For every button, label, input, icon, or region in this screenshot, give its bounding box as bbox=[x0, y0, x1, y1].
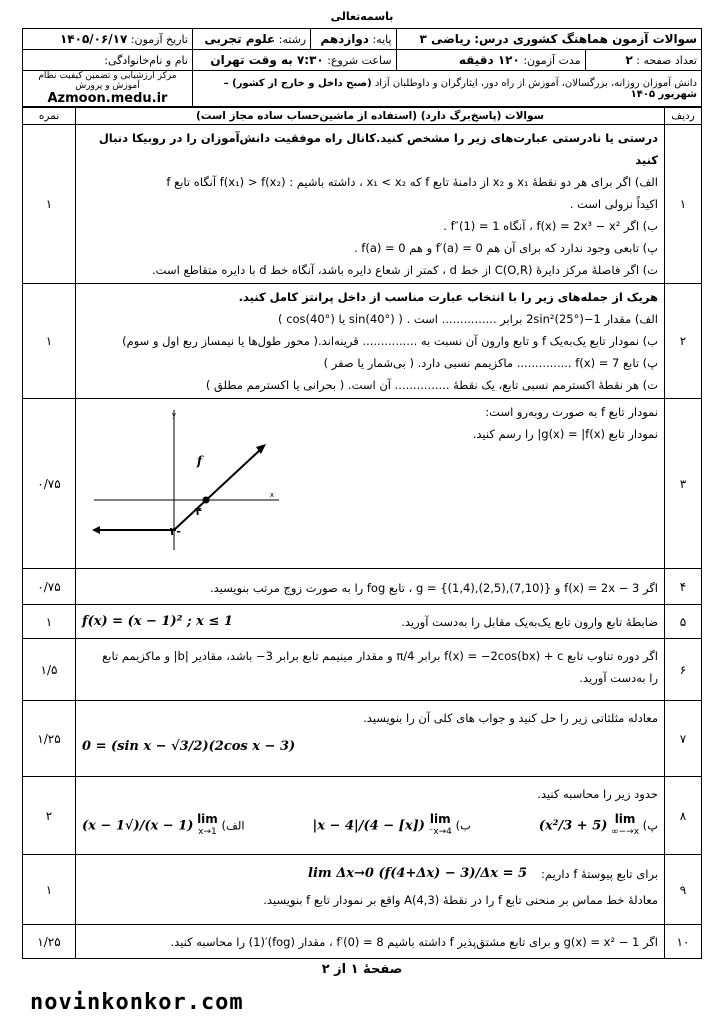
question-row-5 bbox=[23, 605, 702, 639]
question-line: الف) مقدار 1−2sin²(25°) برابر ............... است . ( sin(40°) یا cos(40°) ) bbox=[278, 312, 658, 326]
exam-page bbox=[22, 6, 702, 977]
question-row-3 bbox=[23, 399, 702, 569]
question-score: ۱ bbox=[23, 605, 76, 639]
question-body bbox=[76, 569, 665, 605]
question-row-7 bbox=[23, 701, 702, 777]
bismillah: باسمه‌تعالی bbox=[330, 10, 394, 23]
center-cell: مرکز ارزشیابی و تضمین کیفیت نظام آموزش و پرورش Azmoon.medu.ir bbox=[23, 71, 193, 107]
question-number: ۶ bbox=[665, 639, 702, 701]
question-score: ۱/۲۵ bbox=[23, 925, 76, 959]
question-line: معادلهٔ خط مماس بر منحنی تابع f را در نقطهٔ A(4,3) واقع بر نمودار تابع f بنویسید. bbox=[263, 893, 658, 907]
start-time-cell: ساعت شروع: ۷:۳۰ به وقت تهران bbox=[192, 50, 396, 71]
question-formula: lim Δx→0 (f(4+Δx) − 3)/Δx = 5 bbox=[308, 866, 528, 881]
student-name-cell: نام و نام‌خانوادگی: bbox=[23, 50, 193, 71]
question-row-8 bbox=[23, 777, 702, 855]
question-line: نمودار تابع f به صورت روبه‌رو است: bbox=[485, 405, 658, 419]
question-line: ب) اگر f(x) = 2x³ − x² ، آنگاه f″(1) = 1 . bbox=[443, 219, 658, 233]
question-line: حدود زیر را محاسبه کنید. bbox=[537, 787, 658, 801]
question-body bbox=[76, 701, 665, 777]
question-number: ۱۰ bbox=[665, 925, 702, 959]
question-number: ۱ bbox=[665, 125, 702, 284]
exam-header-table bbox=[22, 28, 702, 107]
y-value-label: -۴ bbox=[169, 525, 181, 538]
function-graph bbox=[84, 405, 284, 555]
grade-cell: پایه: دوازدهم bbox=[311, 29, 396, 50]
x-axis-label: x bbox=[269, 491, 274, 499]
question-score: ۱/۵ bbox=[23, 639, 76, 701]
question-body bbox=[76, 399, 665, 569]
question-line: ضابطهٔ تابع وارون تابع یک‌به‌یک مقابل را به‌دست آورید. bbox=[401, 615, 658, 629]
limit-item: الف) lim x→1 (x − 1)/(√x − 1) bbox=[82, 812, 245, 837]
question-line: اگر g(x) = x² − 1 و برای تابع مشتق‌پذیر f داشته باشیم f′(0) = 8 ، مقدار (fog)′(1) را محاسبه کنید. bbox=[170, 935, 658, 949]
left-arrow bbox=[92, 526, 100, 534]
question-body bbox=[76, 855, 665, 925]
question-line: ت) هر نقطهٔ اکسترمم نسبی تابع، یک نقطهٔ ............... آن است. ( بحرانی یا اکسترمم مطلق ) bbox=[205, 378, 658, 392]
question-line: ت) اگر فاصلهٔ مرکز دایرهٔ C(O,R) از خط d ، کمتر از شعاع دایره باشد، آنگاه خط d با دایره متقاطع است. bbox=[152, 263, 658, 277]
y-axis-label: y bbox=[171, 411, 176, 419]
col-score-header: نمره bbox=[23, 108, 76, 125]
question-body bbox=[76, 125, 665, 284]
question-line: اگر f(x) = 2x − 3 و g = {(1,4),(2,5),(7,10)} ، تابع fog را به صورت زوج مرتب بنویسید. bbox=[209, 581, 658, 595]
question-line: پ) تابعی وجود ندارد که برای آن هم f′(a) = 0 و هم f(a) = 0 . bbox=[353, 241, 658, 255]
question-body bbox=[76, 777, 665, 855]
question-row-4 bbox=[23, 569, 702, 605]
question-score: ۰/۷۵ bbox=[23, 569, 76, 605]
question-line: اگر دوره تناوب تابع f(x) = −2cos(bx) + c برابر π/4 و مقدار مینیمم تابع برابر 3− باشد، مقادیر |b| و ماکزیمم تابع bbox=[102, 649, 658, 663]
question-row-10 bbox=[23, 925, 702, 959]
limit-item: ب) lim x→4⁻ ([x] − 4)/|x − 4| bbox=[312, 812, 471, 837]
exam-title-cell: سوالات آزمون هماهنگ کشوری درس: ریاضی ۳ bbox=[396, 29, 701, 50]
question-line: پ) تابع f(x) = 7 ............... ماکزیمم نسبی دارد. ( بی‌شمار یا صفر ) bbox=[323, 356, 658, 370]
question-line: الف) اگر برای هر دو نقطهٔ x₁ و x₂ از دامنهٔ تابع f که x₁ < x₂ ، داشته باشیم : f(x₁) > f(x₂) آنگاه تابع f bbox=[166, 175, 658, 189]
question-score: ۱ bbox=[23, 125, 76, 284]
question-line: ب) نمودار تابع یک‌به‌یک f و تابع وارون آن نسبت به ............... قرینه‌اند.( محور طول‌ها یا نیمساز ربع اول و سوم) bbox=[122, 334, 658, 348]
question-score: ۱ bbox=[23, 284, 76, 399]
site-link[interactable]: Azmoon.medu.ir bbox=[47, 91, 168, 106]
question-body bbox=[76, 284, 665, 399]
x-intercept-point bbox=[203, 497, 210, 504]
question-line: اکیداً نزولی است . bbox=[569, 197, 658, 211]
question-title: درستی یا نادرستی عبارت‌های زیر را مشخص کنید.کانال راه موفقیت دانش‌آموزان را در روبیکا دنبال کنید bbox=[98, 131, 658, 167]
question-number: ۸ bbox=[665, 777, 702, 855]
students-cell: دانش آموزان روزانه، بزرگسالان، آموزش از راه دور، ایثارگران و داوطلبان آزاد (صبح داخل و خارج از کشور) – شهریور ۱۴۰۵ bbox=[192, 71, 701, 107]
page-footer: صفحهٔ ۱ از ۲ bbox=[321, 962, 403, 977]
duration-cell: مدت آزمون: ۱۲۰ دقیقه bbox=[396, 50, 585, 71]
question-score: ۱ bbox=[23, 855, 76, 925]
question-row-9 bbox=[23, 855, 702, 925]
questions-table bbox=[22, 107, 702, 959]
date-cell: تاریخ آزمون: ۱۴۰۵/۰۶/۱۷ bbox=[23, 29, 193, 50]
question-line: را به‌دست آورید. bbox=[579, 671, 658, 685]
col-question-header: سوالات (پاسخ‌برگ دارد) (استفاده از ماشین‌حساب ساده مجاز است) bbox=[76, 108, 665, 125]
question-body bbox=[76, 605, 665, 639]
question-number: ۷ bbox=[665, 701, 702, 777]
question-number: ۲ bbox=[665, 284, 702, 399]
f-label: f bbox=[196, 454, 202, 468]
field-cell: رشته: علوم تجربی bbox=[192, 29, 310, 50]
x-intercept-label: ۴ bbox=[195, 505, 202, 518]
question-line: برای تابع پیوستهٔ f داریم: bbox=[541, 867, 658, 881]
question-row-6 bbox=[23, 639, 702, 701]
question-number: ۹ bbox=[665, 855, 702, 925]
question-formula: f(x) = (x − 1)² ; x ≤ 1 bbox=[82, 614, 233, 629]
question-formula: (2cos x − 3)(sin x − √3/2) = 0 bbox=[82, 739, 296, 754]
question-body bbox=[76, 925, 665, 959]
pages-cell: تعداد صفحه : ۲ bbox=[585, 50, 701, 71]
question-score: ۱/۲۵ bbox=[23, 701, 76, 777]
question-title: هریک از جمله‌های زیر را با انتخاب عبارت مناسب از داخل پرانتز کامل کنید. bbox=[238, 290, 658, 304]
question-score: ۰/۷۵ bbox=[23, 399, 76, 569]
question-row-2 bbox=[23, 284, 702, 399]
question-line: معادله مثلثاتی زیر را حل کنید و جواب های کلی آن را بنویسید. bbox=[363, 711, 658, 725]
col-row-header: ردیف bbox=[665, 108, 702, 125]
question-number: ۳ bbox=[665, 399, 702, 569]
limit-item: پ) lim x→−∞ (5 + 3/x²) bbox=[538, 812, 658, 837]
right-ray bbox=[174, 450, 260, 530]
question-score: ۲ bbox=[23, 777, 76, 855]
question-number: ۴ bbox=[665, 569, 702, 605]
question-line: نمودار تابع g(x) = |f(x)| را رسم کنید. bbox=[472, 427, 658, 441]
watermark: novinkonkor.com bbox=[30, 990, 244, 1015]
question-body bbox=[76, 639, 665, 701]
question-number: ۵ bbox=[665, 605, 702, 639]
question-row-1 bbox=[23, 125, 702, 284]
